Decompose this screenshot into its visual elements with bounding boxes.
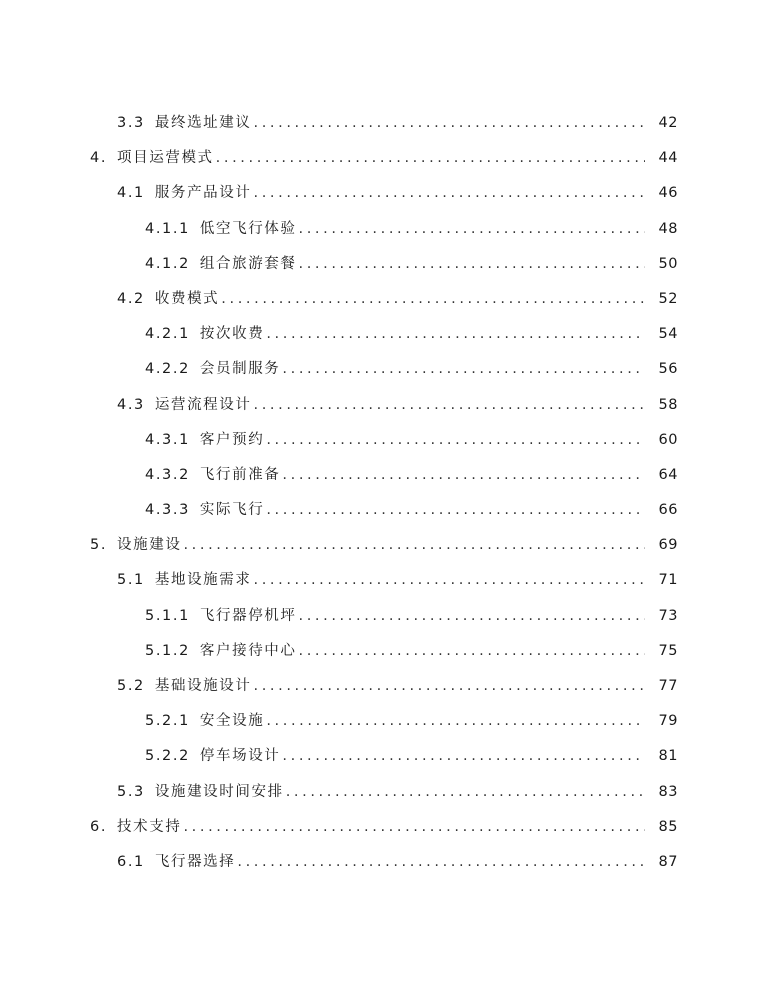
table-of-contents	[0, 106, 765, 880]
toc-entry[interactable]	[145, 247, 765, 282]
toc-entry-page: 58	[658, 396, 678, 413]
toc-entry-page: 48	[658, 220, 678, 237]
toc-entry-page: 56	[658, 361, 678, 378]
toc-entry-title: 组合旅游套餐	[199, 255, 297, 272]
toc-dot-leader	[183, 810, 645, 845]
toc-entry-page: 69	[658, 537, 678, 554]
toc-entry-title: 收费模式	[154, 290, 220, 307]
toc-dot-leader	[253, 176, 645, 211]
toc-entry-title: 会员制服务	[199, 361, 281, 378]
toc-dot-leader	[299, 247, 645, 282]
toc-entry-number: 5.2	[117, 678, 145, 694]
toc-entry[interactable]	[145, 458, 765, 493]
toc-entry-page: 64	[658, 466, 678, 483]
toc-entry[interactable]	[117, 775, 765, 810]
toc-entry[interactable]	[145, 739, 765, 774]
toc-dot-leader	[237, 845, 645, 880]
toc-entry-page: 71	[658, 572, 678, 589]
toc-entry-number: 4.1	[117, 185, 145, 202]
toc-entry-title: 最终选址建议	[154, 115, 252, 131]
toc-dot-leader	[266, 704, 645, 739]
toc-entry-number: 4.	[90, 150, 108, 167]
toc-entry-title: 安全设施	[199, 713, 265, 730]
toc-entry-number: 6.	[90, 818, 108, 835]
toc-dot-leader	[183, 528, 645, 563]
toc-entry[interactable]	[117, 563, 765, 598]
toc-entry[interactable]	[145, 212, 765, 247]
toc-dot-leader	[282, 352, 645, 387]
toc-entry-title: 运营流程设计	[154, 396, 252, 413]
toc-entry-page: 46	[658, 185, 678, 202]
toc-entry-number: 4.2.2	[145, 361, 190, 378]
toc-entry-number: 4.1.1	[145, 220, 190, 237]
toc-entry-page: 77	[658, 678, 678, 694]
toc-dot-leader	[299, 599, 645, 634]
toc-dot-leader	[216, 141, 645, 176]
toc-entry-title: 客户接待中心	[199, 642, 297, 659]
toc-entry[interactable]	[117, 388, 765, 423]
toc-entry-number: 5.2.2	[145, 748, 190, 765]
toc-entry-title: 基地设施需求	[154, 572, 252, 589]
toc-dot-leader	[266, 493, 645, 528]
toc-entry-number: 5.1.2	[145, 642, 190, 659]
toc-dot-leader	[282, 739, 645, 774]
toc-entry[interactable]	[117, 845, 765, 880]
toc-entry-page: 87	[658, 853, 678, 870]
toc-dot-leader	[253, 563, 645, 598]
toc-entry[interactable]	[145, 599, 765, 634]
toc-entry-title: 服务产品设计	[154, 185, 252, 202]
toc-entry-number: 4.1.2	[145, 255, 190, 272]
toc-entry-title: 飞行器停机坪	[199, 607, 297, 624]
toc-dot-leader	[286, 775, 645, 810]
toc-dot-leader	[282, 458, 645, 493]
toc-entry-number: 3.3	[117, 115, 145, 131]
toc-dot-leader	[221, 282, 645, 317]
toc-dot-leader	[253, 669, 645, 704]
toc-entry-title: 设施建设	[117, 537, 182, 554]
toc-entry[interactable]	[90, 141, 765, 176]
toc-entry-number: 4.2.1	[145, 326, 190, 343]
toc-entry-page: 73	[658, 607, 678, 624]
toc-entry-title: 停车场设计	[199, 748, 281, 765]
toc-dot-leader	[266, 423, 645, 458]
toc-entry-page: 75	[658, 642, 678, 659]
toc-entry-page: 60	[658, 431, 678, 448]
toc-entry[interactable]	[145, 634, 765, 669]
toc-entry-title: 飞行器选择	[154, 853, 236, 870]
toc-entry-number: 4.3.2	[145, 466, 190, 483]
toc-entry[interactable]	[145, 352, 765, 387]
toc-entry-page: 81	[658, 748, 678, 765]
toc-entry-title: 客户预约	[199, 431, 265, 448]
toc-entry-number: 5.1	[117, 572, 145, 589]
toc-dot-leader	[266, 317, 645, 352]
toc-entry-number: 4.3.1	[145, 431, 190, 448]
toc-dot-leader	[253, 388, 645, 423]
toc-dot-leader	[299, 634, 645, 669]
toc-dot-leader	[299, 212, 645, 247]
toc-entry-number: 4.3	[117, 396, 145, 413]
toc-entry[interactable]	[117, 176, 765, 211]
toc-entry-title: 项目运营模式	[117, 150, 214, 167]
toc-entry-page: 83	[658, 783, 678, 800]
toc-entry[interactable]	[117, 282, 765, 317]
toc-entry[interactable]	[90, 528, 765, 563]
toc-entry-title: 实际飞行	[199, 502, 265, 519]
toc-entry-title: 设施建设时间安排	[154, 783, 284, 800]
toc-entry-number: 5.1.1	[145, 607, 190, 624]
toc-entry-title: 基础设施设计	[154, 678, 252, 694]
toc-entry[interactable]	[90, 810, 765, 845]
toc-entry-number: 4.3.3	[145, 502, 190, 519]
toc-entry-title: 技术支持	[117, 818, 182, 835]
toc-entry-title: 按次收费	[199, 326, 265, 343]
toc-dot-leader	[253, 106, 645, 141]
toc-entry[interactable]	[145, 493, 765, 528]
toc-entry-title: 飞行前准备	[199, 466, 281, 483]
toc-entry-number: 4.2	[117, 290, 145, 307]
toc-entry-title: 低空飞行体验	[199, 220, 297, 237]
toc-entry-page: 44	[658, 150, 678, 167]
toc-entry-page: 66	[658, 502, 678, 519]
toc-entry-number: 5.3	[117, 783, 145, 800]
toc-entry[interactable]	[145, 317, 765, 352]
toc-entry-page: 85	[658, 818, 678, 835]
toc-entry-page: 42	[658, 115, 678, 131]
toc-entry-page: 79	[658, 713, 678, 730]
toc-entry-number: 5.2.1	[145, 713, 190, 730]
toc-entry[interactable]	[117, 669, 765, 704]
toc-entry-page: 54	[658, 326, 678, 343]
toc-entry[interactable]	[145, 704, 765, 739]
toc-entry-page: 50	[658, 255, 678, 272]
toc-entry[interactable]	[145, 423, 765, 458]
toc-entry-page: 52	[658, 290, 678, 307]
toc-entry-number: 5.	[90, 537, 108, 554]
toc-entry-number: 6.1	[117, 853, 145, 870]
toc-entry[interactable]	[117, 106, 765, 141]
